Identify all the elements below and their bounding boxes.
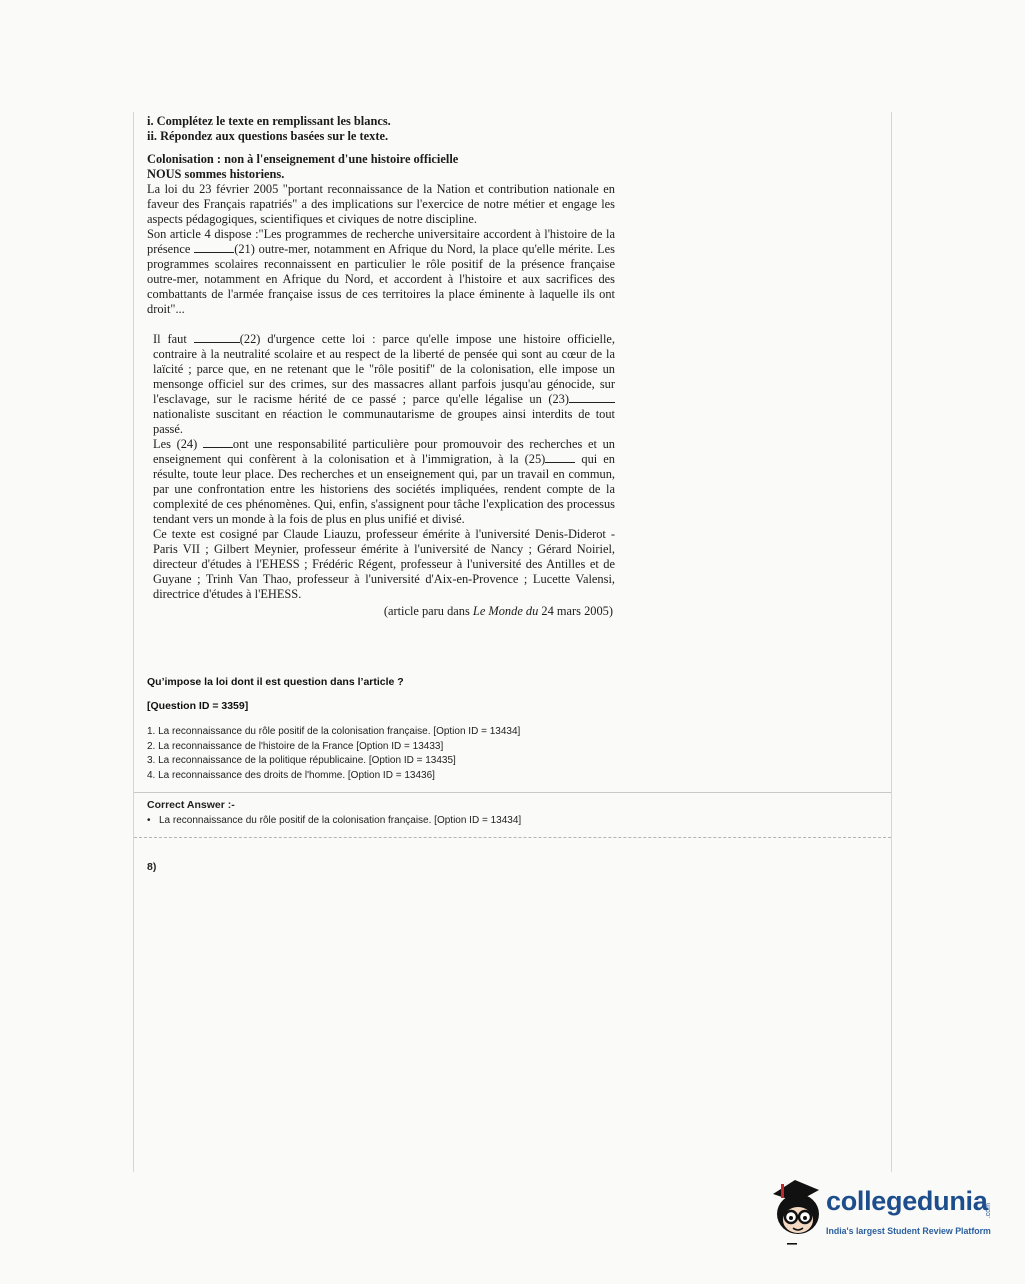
para1-end: (21) outre-mer, notamment en Afrique du Nord, la place qu'elle mérite. Les programmes scolaires reconnaissent en particulier le rôle positif de la présence française outre-mer, notamment en Afrique du Nord, et accordent à l'histoire et aux sacrifices des combattants de l'armée française issus de ces territoires la place éminente à laquelle ils ont droit"...: [147, 242, 615, 316]
article-source: [147, 604, 615, 619]
dashed-divider: [134, 837, 891, 838]
para2-start: Il faut: [153, 332, 194, 346]
question-text: Qu’impose la loi dont il est question dans l’article ?: [147, 676, 404, 688]
para2-mid: (22) d'urgence cette loi : parce qu'elle impose une histoire officielle, contraire à la neutralité scolaire et au respect de la liberté de pensée qui sont au cœur de la laïcité ; parce que, en ne retenant que le "rôle positif" de la colonisation, elle impose un mensonge officiel sur des crimes, sur des massacres allant parfois jusqu'au génocide, sur l'esclavage, sur le racisme hérité de ce passé ; parce qu'elle légalise un (23): [153, 332, 615, 406]
article-title: Colonisation : non à l'enseignement d'une histoire officielle: [147, 152, 459, 166]
article-paragraph-1b: [147, 227, 615, 317]
option-4: 4. La reconnaissance des droits de l'homme. [Option ID = 13436]: [147, 769, 435, 781]
para1-start: Son article 4 dispose :"Les programmes de recherche universitaire accordent à l'histoire de la présence: [147, 227, 615, 256]
blank-22: [194, 332, 240, 343]
correct-answer-label: Correct Answer :-: [147, 799, 235, 811]
brand-suffix: .com: [985, 1203, 992, 1219]
source-prefix: (article paru dans: [383, 604, 473, 618]
article-paragraph-3: [147, 437, 615, 527]
source-suffix: 24 mars 2005): [538, 604, 613, 618]
para2-end: nationaliste suscitant en réaction le communautarisme de groupes ainsi interdits de tout passé.: [153, 407, 615, 436]
article-paragraph-1a: La loi du 23 février 2005 "portant reconnaissance de la Nation et contribution nationale en faveur des Français rapatriés" a des implications sur l'exercice de notre métier et engage les aspects pédagogiques, scientifiques et civiques de notre discipline.: [147, 182, 615, 226]
blank-21: [194, 242, 234, 253]
bullet-icon: •: [147, 815, 151, 826]
options-list: [147, 725, 520, 783]
source-paper: Le Monde du: [472, 604, 539, 618]
para3-start: Les (24): [153, 437, 203, 451]
blank-25: [545, 452, 575, 463]
article-paragraph-2: [147, 332, 615, 437]
next-question-number: 8): [147, 861, 157, 873]
option-1: 1. La reconnaissance du rôle positif de la colonisation française. [Option ID = 13434]: [147, 726, 521, 737]
para3-mid: ont une responsabilité particulière pour promouvoir des recherches et un enseignement qui confèrent à la colonisation et à l'immigration, à la (25): [153, 437, 615, 466]
blank-23: [569, 392, 615, 403]
option-2: 2. La reconnaissance de l'histoire de la France [Option ID = 13433]: [147, 740, 444, 752]
page-border-right: [891, 112, 892, 1172]
question-id: [Question ID = 3359]: [147, 700, 249, 712]
scanned-article: [147, 114, 615, 619]
correct-answer-text: La reconnaissance du rôle positif de la colonisation française. [Option ID = 13434]: [159, 815, 522, 826]
brand-name: collegedunia: [826, 1186, 988, 1216]
article-paragraph-4: Ce texte est cosigné par Claude Liauzu, professeur émérite à l'université Denis-Diderot - Paris VII ; Gilbert Meynier, professeur émérite à l'université de Nancy ; Gérard Noiriel, directeur d'études à l'EHESS ; Frédéric Régent, professeur à l'université des Antilles et de Guyane ; Trinh Van Thao, professeur à l'université d'Aix-en-Provence ; Lucette Valensi, directrice d'études à l'EHESS.: [153, 527, 615, 601]
option-3: 3. La reconnaissance de la politique républicaine. [Option ID = 13435]: [147, 755, 456, 767]
correct-answer: [147, 815, 521, 826]
page-border-left: [133, 112, 134, 1172]
instruction-1: i. Complétez le texte en remplissant les blancs.: [147, 114, 391, 128]
article-subtitle: NOUS sommes historiens.: [147, 167, 285, 181]
instruction-2: ii. Répondez aux questions basées sur le texte.: [147, 129, 389, 143]
para3-end: qui en résulte, toute leur place. Des recherches et un enseignement qui, par un travail en commun, par une confrontation entre les historiens des sociétés impliquées, rendent compte de la complexité de ces phénomènes. Qui, enfin, s'assignent pour tâche l'explication des processus tendant vers un monde à la fois de plus en plus unifié et divisé.: [153, 452, 615, 526]
brand-tagline: India's largest Student Review Platform: [826, 1226, 991, 1236]
blank-24: [203, 437, 233, 448]
divider: [134, 792, 891, 793]
